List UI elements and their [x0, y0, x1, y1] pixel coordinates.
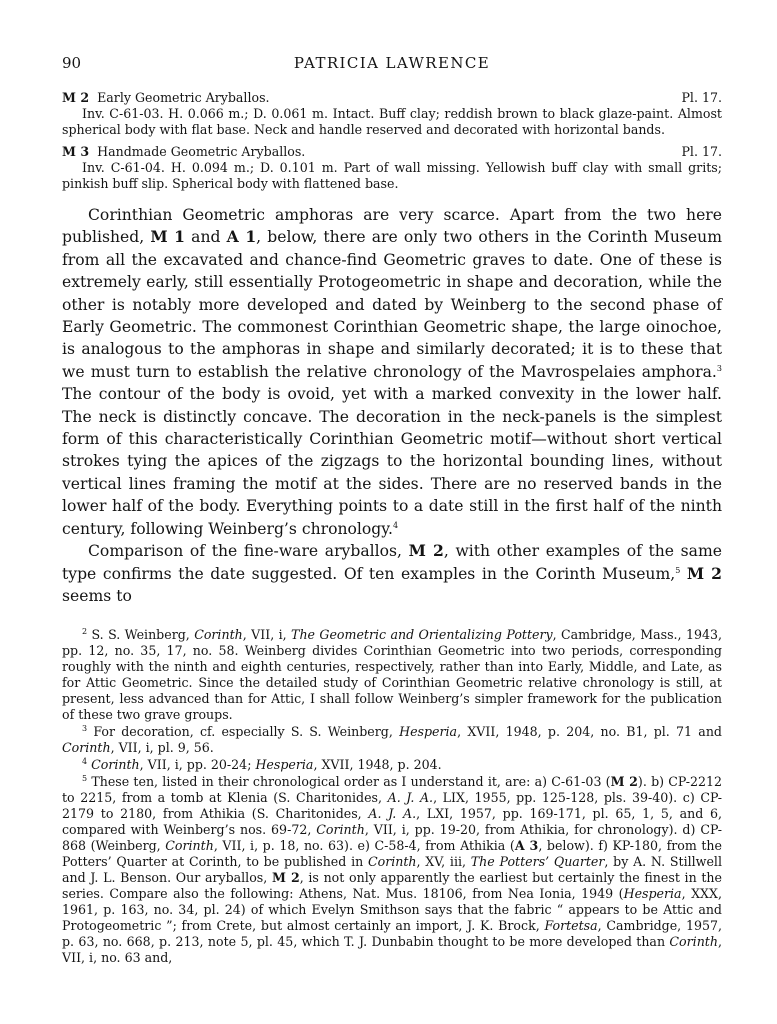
catalog-description: Inv. C-61-04. H. 0.094 m.; D. 0.101 m. Part of wall missing. Yellowish buff clay with small grits; pinkish buff slip. Spherical body with flattened base.	[62, 160, 722, 191]
catalog-reference: M 2	[610, 774, 638, 790]
running-header	[62, 54, 722, 80]
footnote-number: 5	[82, 774, 88, 784]
footnote-5	[62, 774, 722, 966]
footnote-marker: 3	[716, 363, 722, 373]
body-paragraph-2	[62, 540, 722, 607]
page	[62, 54, 722, 967]
italic-run: Hesperia	[255, 757, 314, 773]
italic-run: Corinth	[62, 740, 111, 756]
text-run: and	[185, 228, 227, 247]
text-run: , XVII, 1948, p. 204, no. B1, pl. 71 and	[457, 724, 722, 740]
text-run: S. S. Weinberg,	[87, 627, 195, 643]
footnote-2	[62, 627, 722, 723]
italic-run: Corinth	[367, 854, 417, 870]
text-run: , LIX, 1955, pp. 125-128, pls. 39-40). c) CP-2179 to 2180, from Athikia (S. Charitonides,	[62, 790, 722, 822]
catalog-title: Handmade Geometric Aryballos.	[97, 144, 306, 159]
running-title: PATRICIA LAWRENCE	[293, 54, 491, 72]
catalog-entry-m2	[62, 90, 722, 138]
italic-run: Corinth	[316, 822, 365, 838]
catalog-entry-heading	[62, 144, 722, 160]
text-run: , XXX, 1961, p. 163, no. 34, pl. 24) of which Evelyn Smithson says that the fabric “ appears to be Attic and Protogeometric ”; from Crete, but almost certainly an import, J. K. Brock,	[62, 886, 722, 934]
catalog-entry-title-line	[62, 90, 270, 106]
catalog-title: Early Geometric Aryballos.	[97, 90, 270, 105]
italic-run: Hesperia	[623, 886, 682, 902]
footnote-number: 3	[82, 724, 88, 734]
text-run: Comparison of the fine-ware aryballos,	[88, 542, 409, 561]
footnote-4	[62, 757, 722, 773]
catalog-reference: A 1	[226, 227, 257, 247]
footnote-number: 4	[82, 757, 88, 767]
footnote-marker: 5	[675, 565, 681, 575]
text-run: , Cambridge, 1957, p. 63, no. 668, p. 213, note 5, pl. 45, which T. J. Dunbabin thought to be more developed than	[62, 918, 722, 950]
plate-reference: Pl. 17.	[681, 144, 722, 159]
italic-run: Corinth	[165, 838, 214, 854]
body-text	[62, 204, 722, 607]
plate-reference: Pl. 17.	[681, 90, 722, 105]
text-run: , Cambridge, Mass., 1943, pp. 12, no. 35, 17, no. 58. Weinberg divides Corinthian Geometric into two periods, corresponding roughly with the ninth and eighth centuries, respectively, rather than into Early, Middle, and Late, as for Attic Geometric. Since the detailed study of Corinthian Geometric relative chronology is still, at present, less advanced than for Attic, I shall follow Weinberg’s simpler framework for the publication of these two grave groups.	[62, 627, 723, 723]
catalog-reference: M 2	[686, 563, 723, 583]
footnotes	[62, 627, 722, 966]
catalog-entry-m3	[62, 144, 722, 192]
catalog-reference: M 1	[150, 227, 186, 247]
catalog-id: M 3	[62, 144, 90, 159]
text-run: , XVII, 1948, p. 204.	[313, 757, 442, 773]
text-run: , VII, i, p. 18, no. 63). e) C-58-4, from Athikia (	[213, 838, 515, 854]
text-run: , VII, i, pl. 9, 56.	[110, 740, 214, 756]
italic-run: Fortetsa	[544, 918, 598, 934]
text-run: , VII, i, no. 63 and,	[62, 934, 722, 966]
catalog-id: M 2	[62, 90, 90, 105]
text-run: , is not only apparently the earliest but certainly the finest in the series. Compare also the following: Athens, Nat. Mus. 18106, from Nea Ionia, 1949 (	[62, 870, 722, 902]
text-run: , VII, i, pp. 20-24;	[139, 757, 256, 773]
text-run: , VII, i,	[242, 627, 292, 643]
italic-run: Corinth	[194, 627, 243, 643]
text-run: seems to	[62, 586, 132, 605]
text-run: , LXI, 1957, pp. 169-171, pl. 65, 1, 5, and 6, compared with Weinberg’s nos. 69-72,	[62, 806, 723, 838]
footnote-3	[62, 724, 722, 756]
italic-run: Corinth	[91, 757, 140, 773]
catalog-reference: A 3	[514, 838, 539, 854]
footnote-number: 2	[82, 627, 88, 637]
italic-run: A. J. A.	[387, 790, 434, 806]
catalog-description: Inv. C-61-03. H. 0.066 m.; D. 0.061 m. Intact. Buff clay; reddish brown to black glaze-paint. Almost spherical body with flat base. Neck and handle reserved and decorated with horizontal bands.	[62, 106, 722, 137]
page-number: 90	[62, 54, 82, 72]
catalog-entry-heading	[62, 90, 722, 106]
catalog-reference: M 2	[408, 541, 444, 561]
text-run: ). b) CP-2212 to 2215, from a tomb at Klenia (S. Charitonides,	[62, 774, 722, 806]
text-run: , below, there are only two others in the Corinth Museum from all the excavated and chance-find Geometric graves to date. One of these is extremely early, still essentially Protogeometric in shape and decoration, while the other is notably more developed and dated by Weinberg to the second phase of Early Geometric. The commonest Corinthian Geometric shape, the large oinochoe, is analogous to the amphoras in shape and similarly decorated; it is to these that we must turn to establish the relative chronology of the Mavrospelaies amphora.	[62, 228, 722, 381]
italic-run: The Geometric and Orientalizing Pottery	[291, 627, 553, 643]
text-run: , with other examples of the same type confirms the date suggested. Of ten examples in the Corinth Museum,	[62, 542, 722, 583]
body-paragraph-1	[62, 204, 722, 540]
text-run: , below). f) KP-180, from the Potters’ Quarter at Corinth, to be published in	[62, 838, 722, 870]
footnote-marker: 4	[392, 520, 399, 530]
text-run: These ten, listed in their chronological order as I understand it, are: a) C-61-03 (	[87, 774, 611, 790]
text-run: For decoration, cf. especially S. S. Weinberg,	[87, 724, 400, 740]
text-run: , VII, i, pp. 19-20, from Athikia, for chronology). d) CP-868 (Weinberg,	[62, 822, 722, 854]
italic-run: Corinth	[669, 934, 718, 950]
catalog-reference: M 2	[271, 870, 300, 886]
italic-run: The Potters’ Quarter	[470, 854, 605, 870]
italic-run: A. J. A.	[368, 806, 417, 822]
text-run: The contour of the body is ovoid, yet with a marked convexity in the lower half. The neck is distinctly concave. The decoration in the neck-panels is the simplest form of this characteristically Corinthian Geometric motif—without short vertical strokes tying the apices of the zigzags to the horizontal bounding lines, without vertical lines framing the motif at the sides. There are no reserved bands in the lower half of the body. Everything points to a date still in the first half of the ninth century, following Weinberg’s chronology.	[62, 385, 722, 538]
italic-run: Hesperia	[399, 724, 458, 740]
text-run: , XV, iii,	[416, 854, 471, 870]
catalog-entry-title-line	[62, 144, 305, 160]
text-run: Corinthian Geometric amphoras are very scarce. Apart from the two here published,	[62, 206, 722, 247]
text-run: , by A. N. Stillwell and J. L. Benson. Our aryballos,	[62, 854, 722, 886]
